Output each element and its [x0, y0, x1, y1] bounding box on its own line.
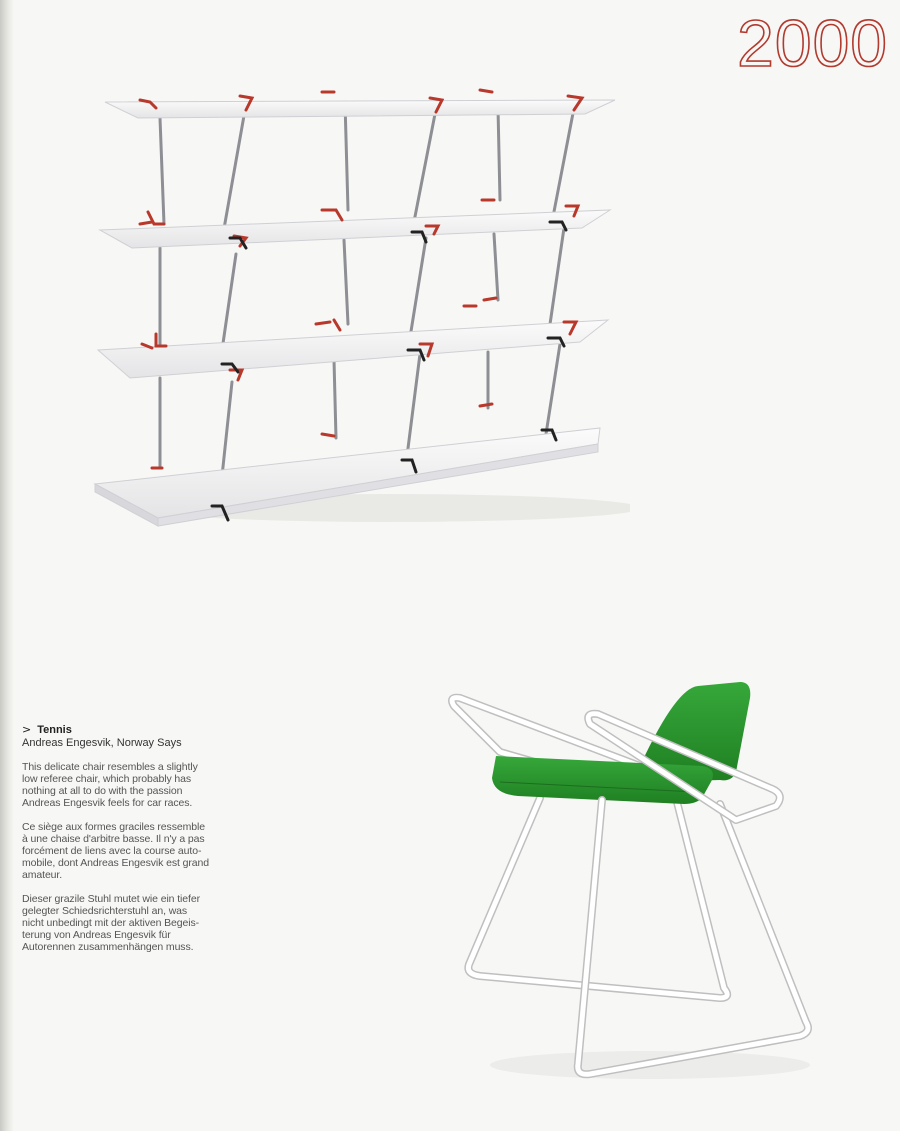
page-year: 2000: [737, 6, 888, 80]
text-line: Dieser grazile Stuhl mutet wie ein tiefer: [22, 893, 200, 905]
designer-credit: Andreas Engesvik, Norway Says: [22, 737, 182, 749]
text-line: mobile, dont Andreas Engesvik est grand: [22, 857, 209, 869]
product-caption: [22, 724, 232, 953]
text-line: nicht unbedingt mit der aktiven Begeis-: [22, 917, 200, 929]
text-line: terung von Andreas Engesvik für: [22, 929, 171, 941]
description-french: [22, 821, 232, 881]
text-line: nothing at all to do with the passion: [22, 785, 183, 797]
book-spine-shadow: [0, 0, 14, 1131]
text-line: Andreas Engesvik feels for car races.: [22, 797, 193, 809]
text-line: low referee chair, which probably has: [22, 773, 192, 785]
text-line: à une chaise d'arbitre basse. Il n'y a pas: [22, 833, 205, 845]
tennis-chair-image: [440, 670, 820, 1090]
description-german: [22, 893, 232, 953]
text-line: gelegter Schiedsrichterstuhl an, was: [22, 905, 188, 917]
shelving-unit-image: [90, 88, 630, 538]
description-english: [22, 761, 232, 809]
caption-title-row: [22, 724, 232, 736]
text-line: This delicate chair resembles a slightly: [22, 761, 198, 773]
product-title: Tennis: [37, 724, 72, 736]
text-line: forcément de liens avec la course auto-: [22, 845, 202, 857]
text-line: Ce siège aux formes graciles ressemble: [22, 821, 205, 833]
text-line: Autorennen zusammenhängen muss.: [22, 941, 194, 953]
caption-marker: >: [22, 723, 32, 736]
text-line: amateur.: [22, 869, 63, 881]
